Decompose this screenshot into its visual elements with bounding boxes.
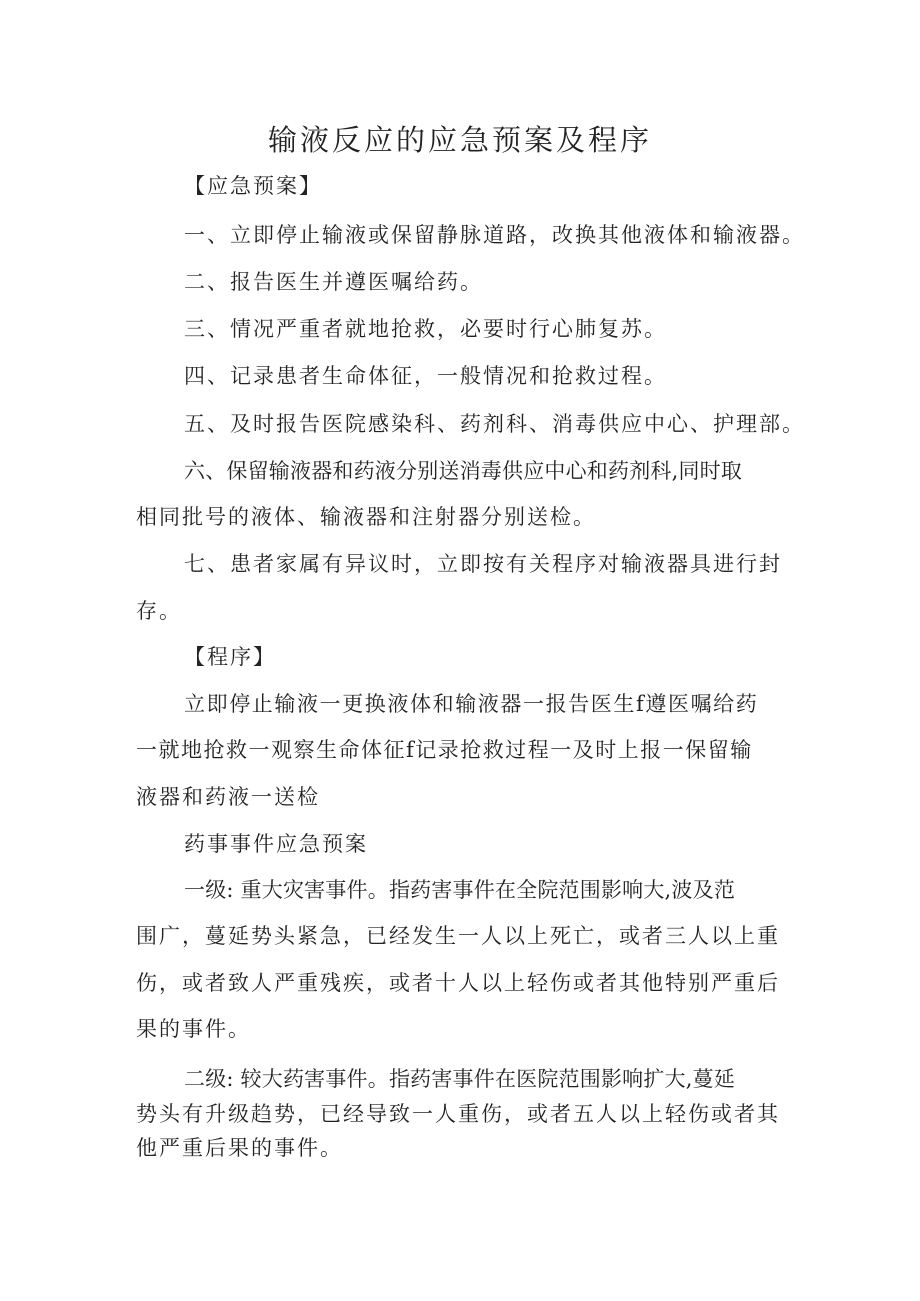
level-1-line-2: 围广，蔓延势头紧急，已经发生一人以上死亡，或者三人以上重 xyxy=(136,924,780,948)
plan-item-3: 三、情况严重者就地抢救，必要时行心肺复苏。 xyxy=(184,317,667,341)
level-1-line-3: 伤，或者致人严重残疾，或者十人以上轻伤或者其他特别严重后 xyxy=(136,971,780,995)
procedure-line-1: 立即停止输液一更换液体和输液器一报告医生f遵医嘱给药 xyxy=(184,692,759,716)
level-1-line-4: 果的事件。 xyxy=(136,1017,251,1041)
level-1-line-1: 一级: 重大灾害事件。指药害事件在全院范围影响大,波及范 xyxy=(184,878,736,902)
document-title: 输液反应的应急预案及程序 xyxy=(267,123,652,157)
plan-item-7-line-2: 存。 xyxy=(136,599,182,623)
plan-item-6-line-1: 六、保留输液器和药液分别送消毒供应中心和药剂科,同时取 xyxy=(184,459,743,483)
plan-item-7-line-1: 七、患者家属有异议时，立即按有关程序对输液器具进行封 xyxy=(184,552,782,576)
procedure-line-3: 液器和药液一送检 xyxy=(136,785,320,809)
plan-item-1: 一、立即停止输液或保留静脉道路，改换其他液体和输液器。 xyxy=(184,223,805,247)
drug-event-heading: 药事事件应急预案 xyxy=(184,832,368,856)
plan-item-4: 四、记录患者生命体征，一般情况和抢救过程。 xyxy=(184,364,667,388)
level-2-line-2: 势头有升级趋势，已经导致一人重伤，或者五人以上轻伤或者其 xyxy=(136,1102,780,1126)
level-2-line-1: 二级: 较大药害事件。指药害事件在医院范围影响扩大,蔓延 xyxy=(184,1067,736,1091)
plan-item-6-line-2: 相同批号的液体、输液器和注射器分别送检。 xyxy=(136,505,596,529)
plan-item-5: 五、及时报告医院感染科、药剂科、消毒供应中心、护理部。 xyxy=(184,412,805,436)
level-2-line-3: 他严重后果的事件。 xyxy=(136,1136,343,1160)
plan-item-2: 二、报告医生并遵医嘱给药。 xyxy=(184,270,483,294)
procedure-section-heading: 【程序】 xyxy=(184,645,276,669)
procedure-line-2: 一就地抢救一观察生命体征f记录抢救过程一及时上报一保留输 xyxy=(136,738,753,762)
plan-section-heading: 【应急预案】 xyxy=(184,174,322,198)
